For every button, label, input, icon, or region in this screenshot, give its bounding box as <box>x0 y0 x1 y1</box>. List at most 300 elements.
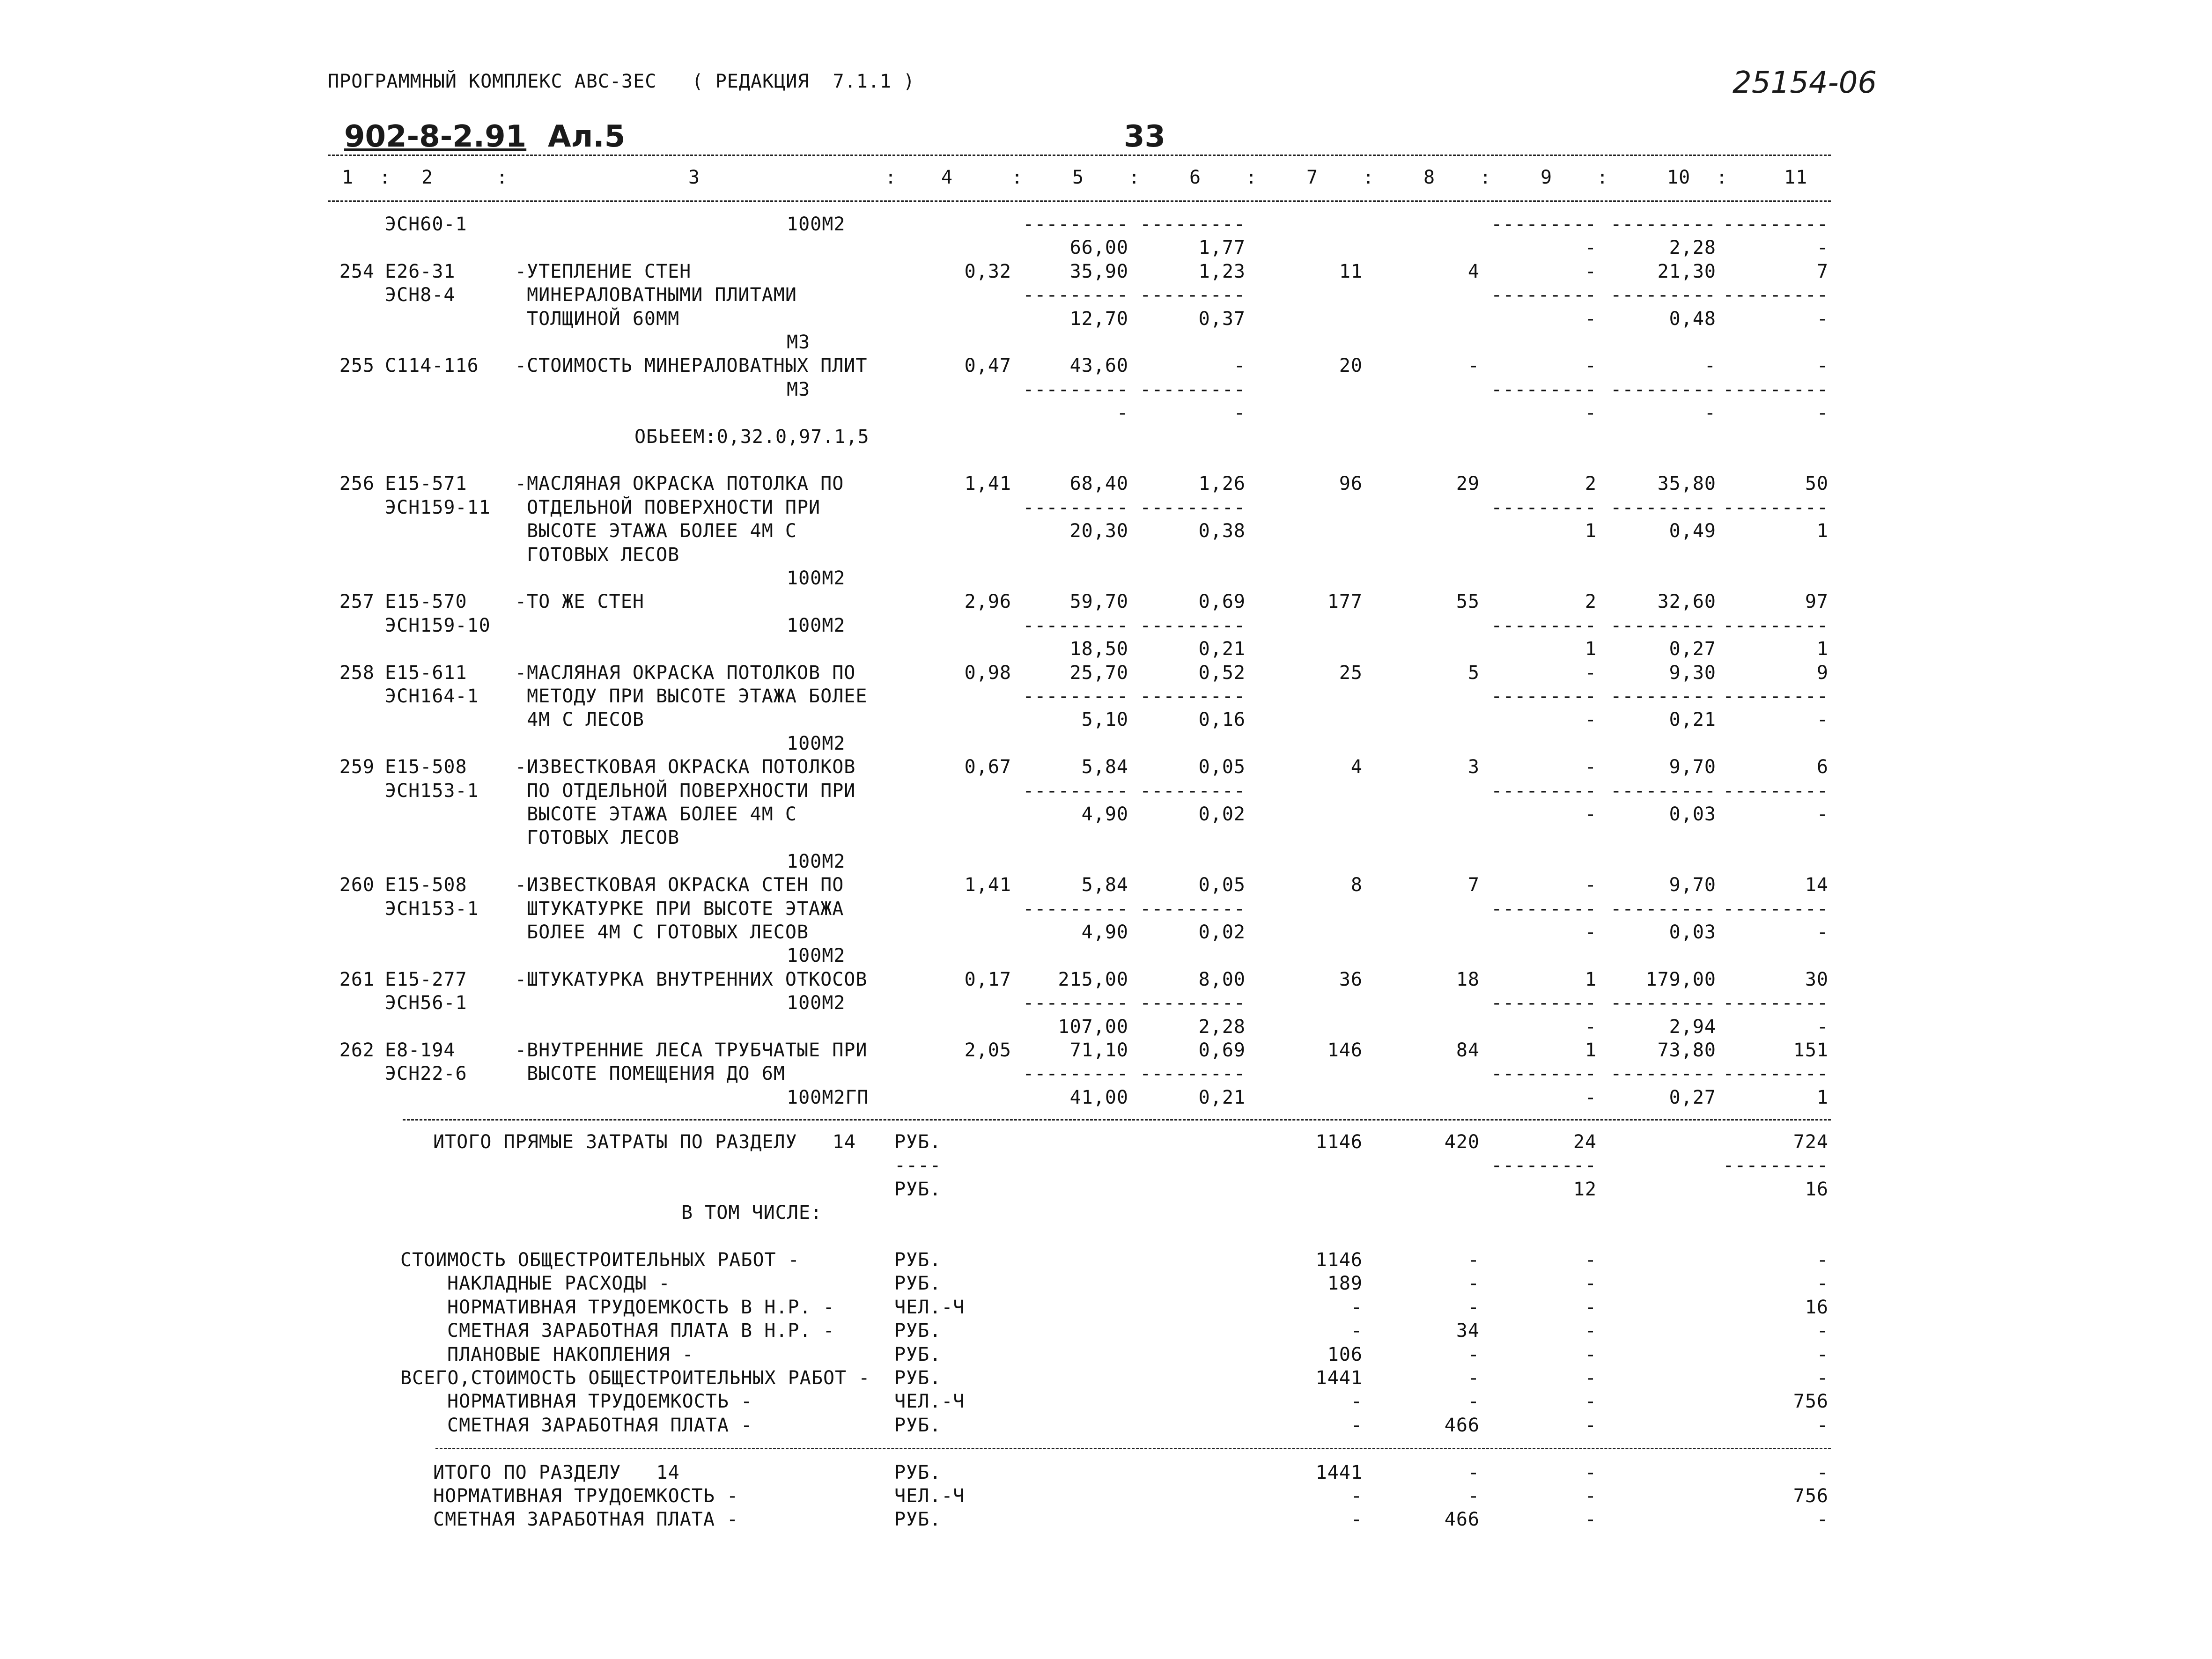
cell-divider: --------- <box>1610 214 1716 235</box>
norm-code: ЭСН8-4 <box>385 284 456 306</box>
work-description: 4М С ЛЕСОВ <box>515 709 644 731</box>
column-number: 8 <box>1423 167 1436 188</box>
unit-wage: - <box>1233 355 1246 377</box>
cell-divider: --------- <box>1023 614 1128 636</box>
unit-cost: 41,00 <box>1069 1086 1128 1108</box>
quantity: 2,96 <box>964 591 1011 613</box>
column-number: 6 <box>1189 167 1202 188</box>
summary-label: ИТОГО ПО РАЗДЕЛУ 14 <box>433 1461 680 1483</box>
quantity: 0,98 <box>964 662 1011 684</box>
labor-total: - <box>1816 402 1829 424</box>
labor-total: 6 <box>1816 756 1829 778</box>
cell-divider: --------- <box>1723 780 1829 802</box>
unit-wage: 0,21 <box>1198 638 1246 660</box>
labor-total: 30 <box>1805 968 1829 990</box>
labor-norm: 0,48 <box>1669 308 1716 330</box>
cell-divider: --------- <box>1491 780 1597 802</box>
summary-c11: 16 <box>1805 1296 1829 1318</box>
column-divider: : <box>885 167 897 188</box>
norm-code: С114-116 <box>385 355 479 377</box>
machine-cost: - <box>1585 922 1597 943</box>
summary-unit: РУБ. <box>894 1509 942 1531</box>
summary-c7: 1146 <box>1315 1131 1363 1153</box>
unit-wage: 1,23 <box>1198 260 1246 282</box>
unit-cost: 66,00 <box>1069 237 1128 259</box>
summary-unit: РУБ. <box>894 1343 942 1365</box>
cell-divider: --------- <box>1023 686 1128 707</box>
summary-c9: - <box>1585 1249 1597 1271</box>
norm-code: ЭСН164-1 <box>385 686 479 707</box>
summary-c11: - <box>1816 1509 1829 1531</box>
cell-divider: --------- <box>1723 686 1829 707</box>
summary-c8: 466 <box>1444 1414 1480 1436</box>
summary-label: СМЕТНАЯ ЗАРАБОТНАЯ ПЛАТА - <box>447 1414 753 1436</box>
cell-divider: --------- <box>1140 686 1246 707</box>
total-wage: 3 <box>1467 756 1480 778</box>
labor-total: 1 <box>1816 1086 1829 1108</box>
total-wage: 4 <box>1467 260 1480 282</box>
summary-c11: --------- <box>1723 1155 1829 1177</box>
total-wage: 18 <box>1456 968 1480 990</box>
column-divider: : <box>379 167 391 188</box>
work-description: ВЫСОТЕ ЭТАЖА БОЛЕЕ 4М С <box>515 520 797 542</box>
norm-code: Е15-570 <box>385 591 467 613</box>
summary-unit: ЧЕЛ.-Ч <box>894 1296 965 1318</box>
work-description: ВЫСОТЕ ПОМЕЩЕНИЯ ДО 6М <box>515 1063 785 1085</box>
row-number: 261 <box>339 968 375 990</box>
unit-wage: 1,77 <box>1198 237 1246 259</box>
work-description: БОЛЕЕ 4М С ГОТОВЫХ ЛЕСОВ <box>515 922 809 943</box>
labor-norm: 21,30 <box>1657 260 1716 282</box>
labor-total: 50 <box>1805 473 1829 495</box>
cell-divider: --------- <box>1723 1063 1829 1085</box>
summary-c7: - <box>1350 1296 1363 1318</box>
cell-divider: --------- <box>1723 898 1829 920</box>
unit-of-measure: 100М2 <box>787 850 846 872</box>
total-wage: 29 <box>1456 473 1480 495</box>
unit-of-measure: 100М2 <box>787 214 846 235</box>
work-description: -ВНУТРЕННИЕ ЛЕСА ТРУБЧАТЫЕ ПРИ <box>515 1040 868 1061</box>
summary-label: НОРМАТИВНАЯ ТРУДОЕМКОСТЬ - <box>447 1391 753 1413</box>
labor-norm: 2,28 <box>1669 237 1716 259</box>
total-cost: 8 <box>1350 874 1363 896</box>
work-description: ПО ОТДЕЛЬНОЙ ПОВЕРХНОСТИ ПРИ <box>515 780 856 802</box>
norm-code: ЭСН56-1 <box>385 992 467 1014</box>
work-description: -УТЕПЛЕНИЕ СТЕН <box>515 260 692 282</box>
work-description: ГОТОВЫХ ЛЕСОВ <box>515 827 680 849</box>
summary-c11: - <box>1816 1367 1829 1389</box>
labor-norm: 0,21 <box>1669 709 1716 731</box>
unit-wage: 0,38 <box>1198 520 1246 542</box>
unit-wage: 2,28 <box>1198 1016 1246 1038</box>
cell-divider: --------- <box>1491 214 1597 235</box>
norm-code: Е8-194 <box>385 1040 456 1061</box>
labor-norm: 0,27 <box>1669 638 1716 660</box>
summary-c8: - <box>1467 1461 1480 1483</box>
cell-divider: --------- <box>1140 1063 1246 1085</box>
summary-c11: - <box>1816 1461 1829 1483</box>
cell-divider: --------- <box>1610 780 1716 802</box>
machine-cost: - <box>1585 260 1597 282</box>
machine-cost: - <box>1585 874 1597 896</box>
column-number: 1 <box>342 167 354 188</box>
summary-label: В ТОМ ЧИСЛЕ: <box>681 1202 822 1224</box>
unit-wage: 0,05 <box>1198 874 1246 896</box>
cell-divider: --------- <box>1023 214 1128 235</box>
summary-label: СТОИМОСТЬ ОБЩЕСТРОИТЕЛЬНЫХ РАБОТ - <box>400 1249 800 1271</box>
machine-cost: - <box>1585 308 1597 330</box>
column-divider: : <box>496 167 509 188</box>
unit-wage: 0,05 <box>1198 756 1246 778</box>
summary-label: НОРМАТИВНАЯ ТРУДОЕМКОСТЬ В Н.Р. - <box>447 1296 835 1318</box>
unit-wage: 0,69 <box>1198 591 1246 613</box>
unit-wage: 1,26 <box>1198 473 1246 495</box>
summary-c8: - <box>1467 1249 1480 1271</box>
labor-total: - <box>1816 308 1829 330</box>
unit-of-measure: 100М2 <box>787 992 846 1014</box>
norm-code: ЭСН153-1 <box>385 898 479 920</box>
cell-divider: --------- <box>1610 496 1716 518</box>
cell-divider: --------- <box>1723 284 1829 306</box>
labor-total: 7 <box>1816 260 1829 282</box>
summary-c11: 756 <box>1793 1485 1829 1507</box>
labor-total: - <box>1816 237 1829 259</box>
norm-code: Е15-508 <box>385 874 467 896</box>
machine-cost: - <box>1585 709 1597 731</box>
labor-norm: - <box>1704 355 1716 377</box>
machine-cost: 1 <box>1585 968 1597 990</box>
total-wage: 5 <box>1467 662 1480 684</box>
column-divider: : <box>1246 167 1258 188</box>
summary-c9: - <box>1585 1296 1597 1318</box>
labor-norm: 9,30 <box>1669 662 1716 684</box>
cell-divider: --------- <box>1610 378 1716 400</box>
column-divider: : <box>1716 167 1728 188</box>
row-number: 255 <box>339 355 375 377</box>
summary-label: ВСЕГО,СТОИМОСТЬ ОБЩЕСТРОИТЕЛЬНЫХ РАБОТ - <box>400 1367 870 1389</box>
summary-c11: 16 <box>1805 1178 1829 1200</box>
row-number: 257 <box>339 591 375 613</box>
summary-unit: РУБ. <box>894 1414 942 1436</box>
unit-cost: 71,10 <box>1069 1040 1128 1061</box>
column-divider: : <box>1128 167 1141 188</box>
summary-c9: - <box>1585 1485 1597 1507</box>
labor-total: 97 <box>1805 591 1829 613</box>
row-number: 256 <box>339 473 375 495</box>
unit-wage: 8,00 <box>1198 968 1246 990</box>
cell-divider: --------- <box>1140 284 1246 306</box>
quantity: 1,41 <box>964 874 1011 896</box>
summary-c9: 12 <box>1573 1178 1597 1200</box>
cell-divider: --------- <box>1023 284 1128 306</box>
column-number: 7 <box>1306 167 1319 188</box>
quantity: 0,17 <box>964 968 1011 990</box>
work-description: -СТОИМОСТЬ МИНЕРАЛОВАТНЫХ ПЛИТ <box>515 355 868 377</box>
labor-total: - <box>1816 804 1829 825</box>
cell-divider: --------- <box>1140 496 1246 518</box>
work-description: МЕТОДУ ПРИ ВЫСОТЕ ЭТАЖА БОЛЕЕ <box>515 686 868 707</box>
summary-unit: РУБ. <box>894 1367 942 1389</box>
column-number: 2 <box>421 167 434 188</box>
unit-cost: 20,30 <box>1069 520 1128 542</box>
norm-code: ЭСН159-10 <box>385 614 491 636</box>
labor-norm: 73,80 <box>1657 1040 1716 1061</box>
column-divider: : <box>1480 167 1492 188</box>
column-number: 5 <box>1072 167 1084 188</box>
labor-norm: 0,03 <box>1669 922 1716 943</box>
summary-c11: 756 <box>1793 1391 1829 1413</box>
summary-label: ПЛАНОВЫЕ НАКОПЛЕНИЯ - <box>447 1343 694 1365</box>
norm-code: Е26-31 <box>385 260 456 282</box>
cell-divider: --------- <box>1610 284 1716 306</box>
summary-unit: РУБ. <box>894 1320 942 1342</box>
summary-c7: - <box>1350 1414 1363 1436</box>
machine-cost: - <box>1585 662 1597 684</box>
summary-c7: 106 <box>1327 1343 1363 1365</box>
labor-norm: 0,27 <box>1669 1086 1716 1108</box>
labor-norm: 0,49 <box>1669 520 1716 542</box>
unit-cost: 43,60 <box>1069 355 1128 377</box>
unit-cost: 4,90 <box>1081 922 1128 943</box>
unit-cost: 5,84 <box>1081 874 1128 896</box>
norm-code: Е15-277 <box>385 968 467 990</box>
unit-cost: 68,40 <box>1069 473 1128 495</box>
total-cost: 20 <box>1339 355 1363 377</box>
cell-divider: --------- <box>1723 378 1829 400</box>
row-number: 262 <box>339 1040 375 1061</box>
quantity: 0,32 <box>964 260 1011 282</box>
norm-code: ЭСН60-1 <box>385 214 467 235</box>
labor-total: 14 <box>1805 874 1829 896</box>
summary-unit: РУБ. <box>894 1461 942 1483</box>
unit-wage: 0,52 <box>1198 662 1246 684</box>
summary-c9: - <box>1585 1320 1597 1342</box>
machine-cost: 1 <box>1585 1040 1597 1061</box>
machine-cost: - <box>1585 355 1597 377</box>
summary-c8: - <box>1467 1343 1480 1365</box>
cell-divider: --------- <box>1023 378 1128 400</box>
unit-cost: 5,84 <box>1081 756 1128 778</box>
unit-of-measure: 100М2 <box>787 732 846 754</box>
unit-cost: 12,70 <box>1069 308 1128 330</box>
summary-unit: РУБ. <box>894 1249 942 1271</box>
column-number: 3 <box>688 167 700 188</box>
work-description: ВЫСОТЕ ЭТАЖА БОЛЕЕ 4М С <box>515 804 797 825</box>
cell-divider: --------- <box>1491 1063 1597 1085</box>
doc-code: 902-8-2.91 <box>344 119 527 154</box>
work-description: -МАСЛЯНАЯ ОКРАСКА ПОТОЛКА ПО <box>515 473 844 495</box>
work-description: -ШТУКАТУРКА ВНУТРЕННИХ ОТКОСОВ <box>515 968 868 990</box>
row-number: 254 <box>339 260 375 282</box>
work-description: -ИЗВЕСТКОВАЯ ОКРАСКА ПОТОЛКОВ <box>515 756 856 778</box>
machine-cost: - <box>1585 237 1597 259</box>
summary-c9: - <box>1585 1509 1597 1531</box>
summary-c8: - <box>1467 1391 1480 1413</box>
cell-divider: --------- <box>1491 496 1597 518</box>
unit-wage: 0,37 <box>1198 308 1246 330</box>
unit-of-measure: 100М2 <box>787 945 846 967</box>
machine-cost: - <box>1585 1086 1597 1108</box>
unit-cost: - <box>1116 402 1128 424</box>
summary-c7: 189 <box>1327 1273 1363 1295</box>
volume-note: ОБЬЕЕМ:0,32.0,97.1,5 <box>634 426 870 448</box>
cell-divider: --------- <box>1610 614 1716 636</box>
labor-norm: 32,60 <box>1657 591 1716 613</box>
registration-number: 25154-06 <box>1733 66 1877 100</box>
machine-cost: - <box>1585 402 1597 424</box>
summary-c7: - <box>1350 1485 1363 1507</box>
summary-c11: 724 <box>1793 1131 1829 1153</box>
summary-label: НОРМАТИВНАЯ ТРУДОЕМКОСТЬ - <box>433 1485 739 1507</box>
work-description: ТОЛЩИНОЙ 60ММ <box>515 308 680 330</box>
labor-norm: 9,70 <box>1669 874 1716 896</box>
quantity: 0,67 <box>964 756 1011 778</box>
work-description: -МАСЛЯНАЯ ОКРАСКА ПОТОЛКОВ ПО <box>515 662 856 684</box>
summary-c9: 24 <box>1573 1131 1597 1153</box>
summary-unit: РУБ. <box>894 1178 942 1200</box>
unit-of-measure: 100М2 <box>787 614 846 636</box>
labor-total: - <box>1816 709 1829 731</box>
total-wage: 7 <box>1467 874 1480 896</box>
unit-wage: 0,16 <box>1198 709 1246 731</box>
labor-norm: 9,70 <box>1669 756 1716 778</box>
summary-unit: ЧЕЛ.-Ч <box>894 1485 965 1507</box>
column-number: 4 <box>941 167 953 188</box>
row-number: 258 <box>339 662 375 684</box>
summary-c9: - <box>1585 1367 1597 1389</box>
labor-total: 151 <box>1793 1040 1829 1061</box>
cell-divider: --------- <box>1023 780 1128 802</box>
summary-c7: 1146 <box>1315 1249 1363 1271</box>
summary-c7: - <box>1350 1320 1363 1342</box>
labor-total: 9 <box>1816 662 1829 684</box>
total-cost: 177 <box>1327 591 1363 613</box>
unit-wage: 0,21 <box>1198 1086 1246 1108</box>
cell-divider: --------- <box>1140 614 1246 636</box>
summary-separator <box>435 1448 1831 1449</box>
cell-divider: --------- <box>1723 614 1829 636</box>
cell-divider: --------- <box>1491 686 1597 707</box>
norm-code: Е15-571 <box>385 473 467 495</box>
machine-cost: - <box>1585 804 1597 825</box>
summary-unit: ---- <box>894 1155 942 1177</box>
total-cost: 96 <box>1339 473 1363 495</box>
total-cost: 36 <box>1339 968 1363 990</box>
norm-code: ЭСН22-6 <box>385 1063 467 1085</box>
unit-of-measure: 100М2 <box>787 568 846 589</box>
summary-c7: 1441 <box>1315 1461 1363 1483</box>
work-description: ОТДЕЛЬНОЙ ПОВЕРХНОСТИ ПРИ <box>515 496 821 518</box>
machine-cost: 2 <box>1585 591 1597 613</box>
program-title: ПРОГРАММНЫЙ КОМПЛЕКС АВС-3ЕС ( РЕДАКЦИЯ 7.1.1 ) <box>328 71 915 92</box>
labor-norm: 179,00 <box>1645 968 1716 990</box>
row-number: 259 <box>339 756 375 778</box>
unit-of-measure: 100М2ГП <box>787 1086 869 1108</box>
summary-c11: - <box>1816 1414 1829 1436</box>
quantity: 1,41 <box>964 473 1011 495</box>
labor-total: - <box>1816 922 1829 943</box>
cell-divider: --------- <box>1023 1063 1128 1085</box>
page-number: 33 <box>1124 119 1166 154</box>
column-number: 9 <box>1541 167 1553 188</box>
summary-c7: - <box>1350 1391 1363 1413</box>
labor-total: - <box>1816 1016 1829 1038</box>
summary-label: СМЕТНАЯ ЗАРАБОТНАЯ ПЛАТА В Н.Р. - <box>447 1320 835 1342</box>
unit-wage: 0,02 <box>1198 804 1246 825</box>
unit-cost: 4,90 <box>1081 804 1128 825</box>
cell-divider: --------- <box>1491 992 1597 1014</box>
quantity: 0,47 <box>964 355 1011 377</box>
unit-cost: 59,70 <box>1069 591 1128 613</box>
norm-code: Е15-508 <box>385 756 467 778</box>
summary-label: СМЕТНАЯ ЗАРАБОТНАЯ ПЛАТА - <box>433 1509 739 1531</box>
summary-c8: 34 <box>1456 1320 1480 1342</box>
cell-divider: --------- <box>1491 378 1597 400</box>
cell-divider: --------- <box>1723 992 1829 1014</box>
summary-unit: РУБ. <box>894 1273 942 1295</box>
quantity: 2,05 <box>964 1040 1011 1061</box>
unit-of-measure: М3 <box>787 378 811 400</box>
labor-norm: 35,80 <box>1657 473 1716 495</box>
summary-c9: --------- <box>1491 1155 1597 1177</box>
summary-c8: - <box>1467 1296 1480 1318</box>
labor-norm: 2,94 <box>1669 1016 1716 1038</box>
cell-divider: --------- <box>1023 496 1128 518</box>
summary-unit: ЧЕЛ.-Ч <box>894 1391 965 1413</box>
total-cost: 146 <box>1327 1040 1363 1061</box>
summary-c11: - <box>1816 1273 1829 1295</box>
cell-divider: --------- <box>1491 614 1597 636</box>
summary-c8: - <box>1467 1485 1480 1507</box>
cell-divider: --------- <box>1723 496 1829 518</box>
labor-norm: - <box>1704 402 1716 424</box>
cell-divider: --------- <box>1610 686 1716 707</box>
summary-c8: - <box>1467 1367 1480 1389</box>
column-number: 10 <box>1667 167 1691 188</box>
cell-divider: --------- <box>1140 214 1246 235</box>
summary-c7: - <box>1350 1509 1363 1531</box>
total-wage: - <box>1467 355 1480 377</box>
unit-cost: 35,90 <box>1069 260 1128 282</box>
cell-divider: --------- <box>1610 992 1716 1014</box>
unit-cost: 107,00 <box>1058 1016 1128 1038</box>
column-divider: : <box>1011 167 1024 188</box>
summary-label: НАКЛАДНЫЕ РАСХОДЫ - <box>447 1273 671 1295</box>
norm-code: Е15-611 <box>385 662 467 684</box>
norm-code: ЭСН159-11 <box>385 496 491 518</box>
work-description: -ТО ЖЕ СТЕН <box>515 591 644 613</box>
unit-cost: 18,50 <box>1069 638 1128 660</box>
unit-wage: - <box>1233 402 1246 424</box>
total-cost: 25 <box>1339 662 1363 684</box>
row-number: 260 <box>339 874 375 896</box>
machine-cost: 1 <box>1585 520 1597 542</box>
total-wage: 55 <box>1456 591 1480 613</box>
total-cost: 11 <box>1339 260 1363 282</box>
cell-divider: --------- <box>1023 992 1128 1014</box>
unit-wage: 0,69 <box>1198 1040 1246 1061</box>
summary-c11: - <box>1816 1320 1829 1342</box>
summary-unit: РУБ. <box>894 1131 942 1153</box>
cell-divider: --------- <box>1023 898 1128 920</box>
cell-divider: --------- <box>1140 992 1246 1014</box>
summary-c11: - <box>1816 1249 1829 1271</box>
total-cost: 4 <box>1350 756 1363 778</box>
column-divider: : <box>1363 167 1375 188</box>
machine-cost: - <box>1585 756 1597 778</box>
unit-cost: 215,00 <box>1058 968 1128 990</box>
machine-cost: - <box>1585 1016 1597 1038</box>
